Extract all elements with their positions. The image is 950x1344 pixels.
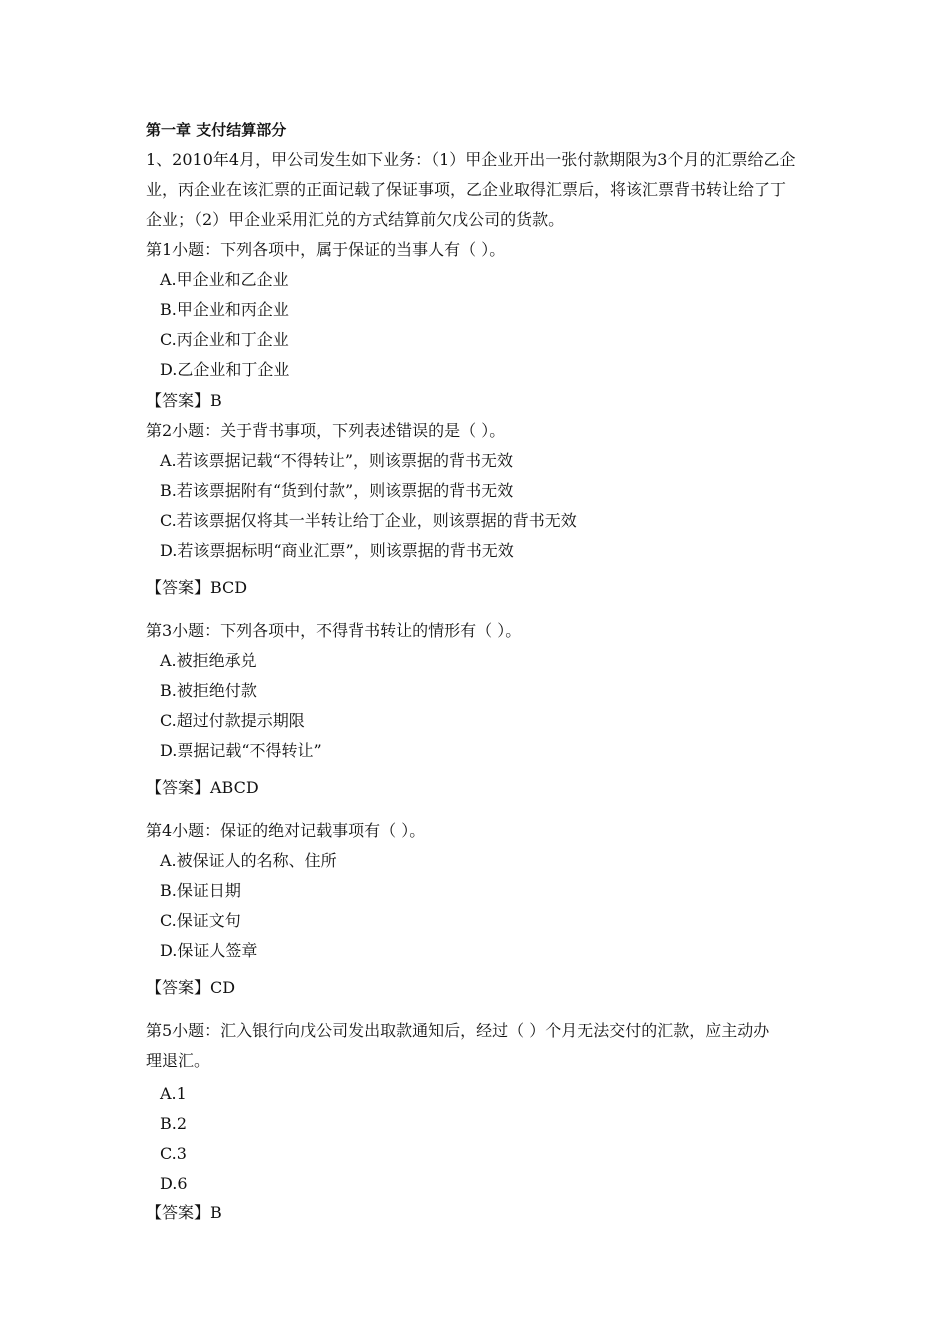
- question-4-option-b: B.保证日期: [160, 881, 241, 900]
- case-text-line: 1、2010年4月，甲公司发生如下业务：（1）甲企业开出一张付款期限为3个月的汇票给乙企: [146, 150, 796, 169]
- question-3-option-a: A.被拒绝承兑: [160, 651, 257, 670]
- question-5-stem: 第5小题：汇入银行向戊公司发出取款通知后，经过（ ）个月无法交付的汇款，应主动办: [146, 1021, 770, 1040]
- question-3-option-c: C.超过付款提示期限: [160, 711, 305, 730]
- question-4-answer: 【答案】CD: [146, 978, 236, 997]
- question-2-stem: 第2小题：关于背书事项，下列表述错误的是（ ）。: [146, 421, 506, 440]
- question-3-stem: 第3小题：下列各项中，不得背书转让的情形有（ ）。: [146, 621, 522, 640]
- question-1-option-c: C.丙企业和丁企业: [160, 330, 289, 349]
- question-4-option-a: A.被保证人的名称、住所: [160, 851, 337, 870]
- question-2-answer: 【答案】BCD: [146, 578, 248, 597]
- question-4-option-c: C.保证文句: [160, 911, 241, 930]
- case-text-line: 企业；（2）甲企业采用汇兑的方式结算前欠戊公司的货款。: [146, 210, 565, 229]
- question-3-answer: 【答案】ABCD: [146, 778, 259, 797]
- question-4-option-d: D.保证人签章: [160, 941, 258, 960]
- question-1-option-a: A.甲企业和乙企业: [160, 270, 289, 289]
- question-2-option-b: B.若该票据附有“货到付款”，则该票据的背书无效: [160, 481, 514, 500]
- question-2-option-c: C.若该票据仅将其一半转让给丁企业，则该票据的背书无效: [160, 511, 577, 530]
- question-2-option-d: D.若该票据标明“商业汇票”，则该票据的背书无效: [160, 541, 514, 560]
- question-5-option-c: C.3: [160, 1144, 187, 1163]
- question-5-answer: 【答案】B: [146, 1203, 222, 1222]
- question-5-option-a: A.1: [160, 1084, 187, 1103]
- question-4-stem: 第4小题：保证的绝对记载事项有（ ）。: [146, 821, 426, 840]
- question-3-option-d: D.票据记载“不得转让”: [160, 741, 322, 760]
- question-5-option-b: B.2: [160, 1114, 188, 1133]
- question-3-option-b: B.被拒绝付款: [160, 681, 257, 700]
- question-1-answer: 【答案】B: [146, 391, 222, 410]
- question-1-option-d: D.乙企业和丁企业: [160, 360, 290, 379]
- question-1-stem: 第1小题：下列各项中，属于保证的当事人有（ ）。: [146, 240, 506, 259]
- question-1-option-b: B.甲企业和丙企业: [160, 300, 289, 319]
- question-5-option-d: D.6: [160, 1174, 188, 1193]
- question-2-option-a: A.若该票据记载“不得转让”，则该票据的背书无效: [160, 451, 514, 470]
- case-text-line: 业，丙企业在该汇票的正面记载了保证事项，乙企业取得汇票后，将该汇票背书转让给了丁: [146, 180, 787, 199]
- chapter-title: 第一章 支付结算部分: [146, 121, 287, 139]
- question-5-stem-continued: 理退汇。: [146, 1051, 211, 1070]
